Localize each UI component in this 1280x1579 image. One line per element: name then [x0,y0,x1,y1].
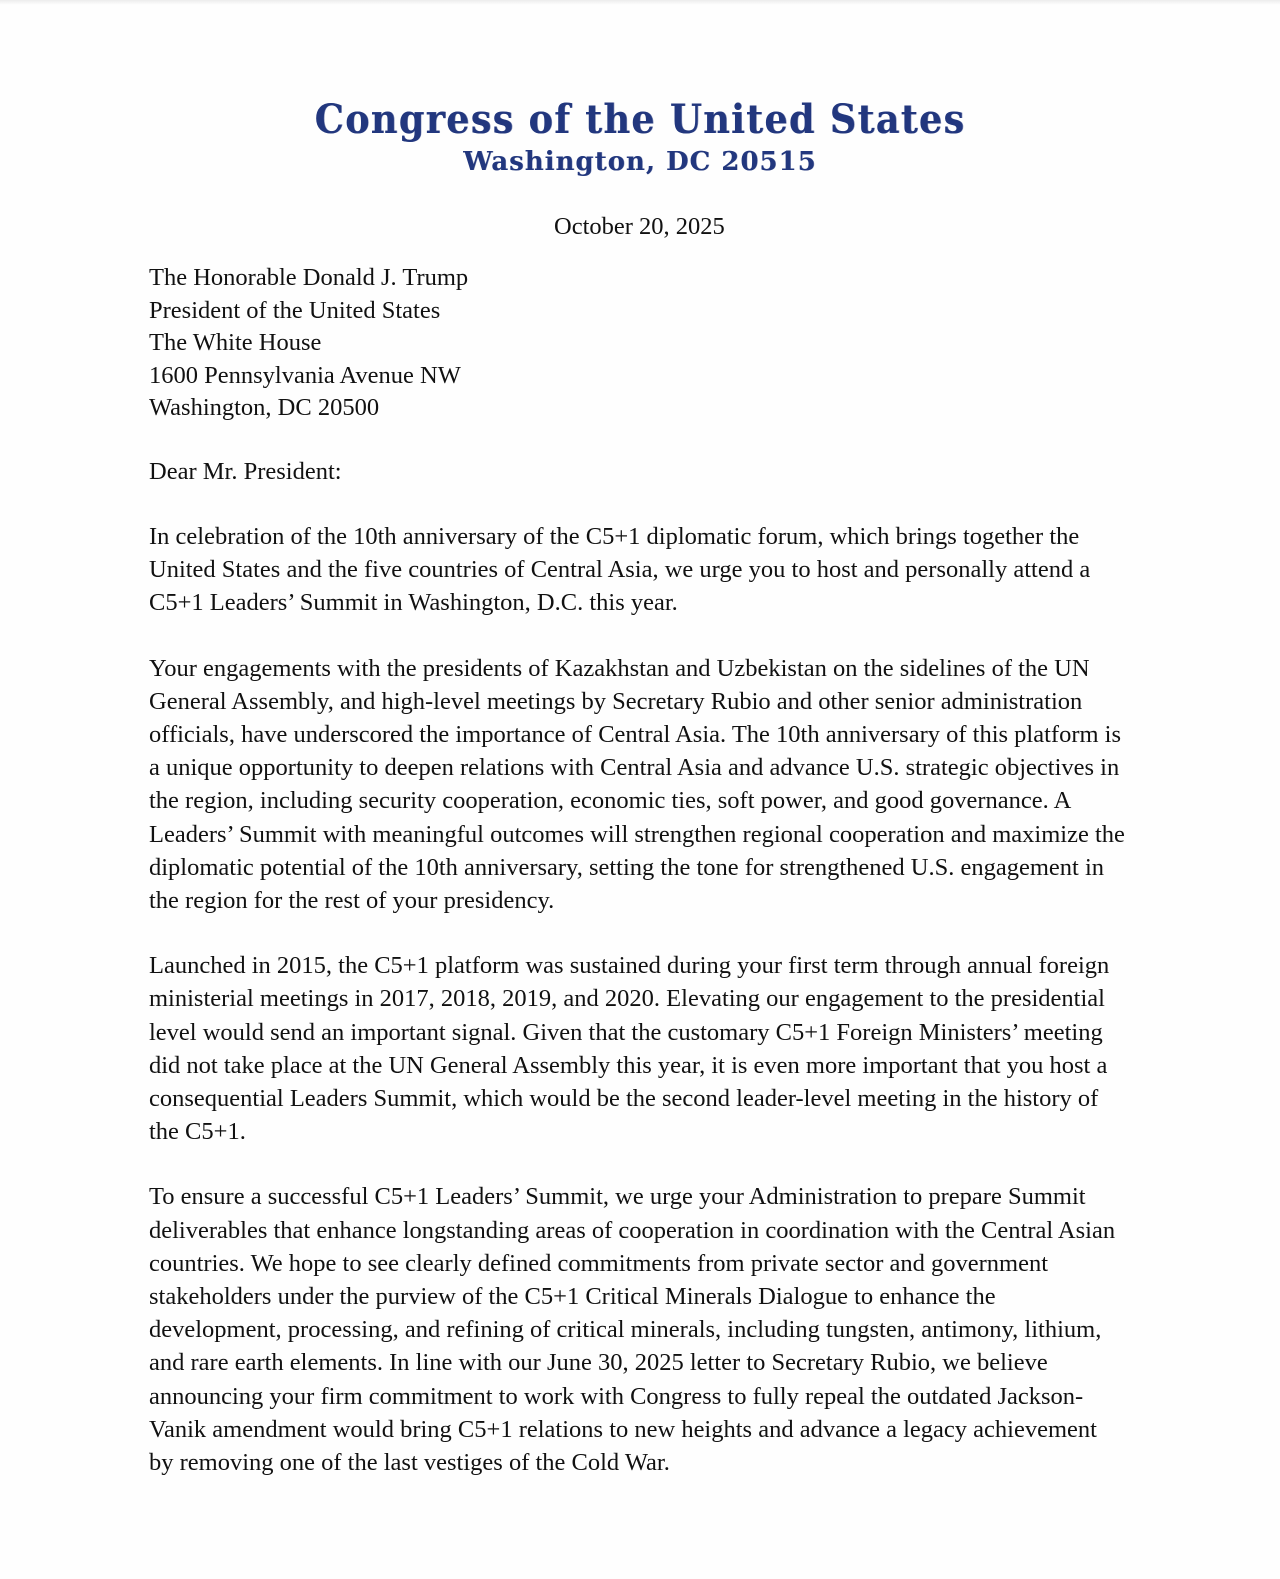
recipient-street: 1600 Pennsylvania Avenue NW [149,361,461,389]
letterhead-location: Washington, DC 20515 [463,147,817,177]
letter-salutation: Dear Mr. President: [149,457,342,485]
recipient-address-block [149,262,1127,425]
letter-paragraph: In celebration of the 10th anniversary of the C5+1 diplomatic forum, which brings together the United States and the five countries of Central Asia, we urge you to host and personally attend a C5+1 Leaders’ Summit in Washington, D.C. this year. [149,522,1091,617]
letter-paragraph: Your engagements with the presidents of Kazakhstan and Uzbekistan on the sidelines of the UN General Assembly, and high-level meetings by Secretary Rubio and other senior administration officials, have underscored the importance of Central Asia. The 10th anniversary of this platform is a unique opportunity to deepen relations with Central Asia and advance U.S. strategic objectives in the region, including security cooperation, economic ties, soft power, and good governance. A Leaders’ Summit with meaningful outcomes will strengthen regional cooperation and maximize the diplomatic potential of the 10th anniversary, setting the tone for strengthened U.S. engagement in the region for the rest of your presidency. [149,654,1125,914]
recipient-name: The Honorable Donald J. Trump [149,264,469,291]
recipient-city-state-zip: Washington, DC 20500 [149,394,380,422]
letterhead [0,98,1280,177]
letter-date: October 20, 2025 [554,213,725,240]
letter-body [149,210,1127,1479]
recipient-organization: The White House [149,329,322,357]
recipient-title: President of the United States [149,296,441,324]
letterhead-organization: Congress of the United States [314,96,966,143]
letter-paragraph: Launched in 2015, the C5+1 platform was sustained during your first term through annual foreign ministerial meetings in 2017, 2018, 2019, and 2020. Elevating our engagement to the presidential level would send an important signal. Given that the customary C5+1 Foreign Ministers’ meeting did not take place at the UN General Assembly this year, it is even more important that you host a consequential Leaders Summit, which would be the second leader-level meeting in the history of the C5+1. [149,952,1110,1146]
letter-paragraph: To ensure a successful C5+1 Leaders’ Summit, we urge your Administration to prepare Summit deliverables that enhance longstanding areas of cooperation in coordination with the Central Asian countries. We hope to see clearly defined commitments from private sector and government stakeholders under the purview of the C5+1 Critical Minerals Dialogue to enhance the development, processing, and refining of critical minerals, including tungsten, antimony, lithium, and rare earth elements. In line with our June 30, 2025 letter to Secretary Rubio, we believe announcing your firm commitment to work with Congress to fully repeal the outdated Jackson-Vanik amendment would bring C5+1 relations to new heights and advance a legacy achievement by removing one of the last vestiges of the Cold War. [149,1183,1116,1477]
scan-edge-band [0,0,1280,5]
